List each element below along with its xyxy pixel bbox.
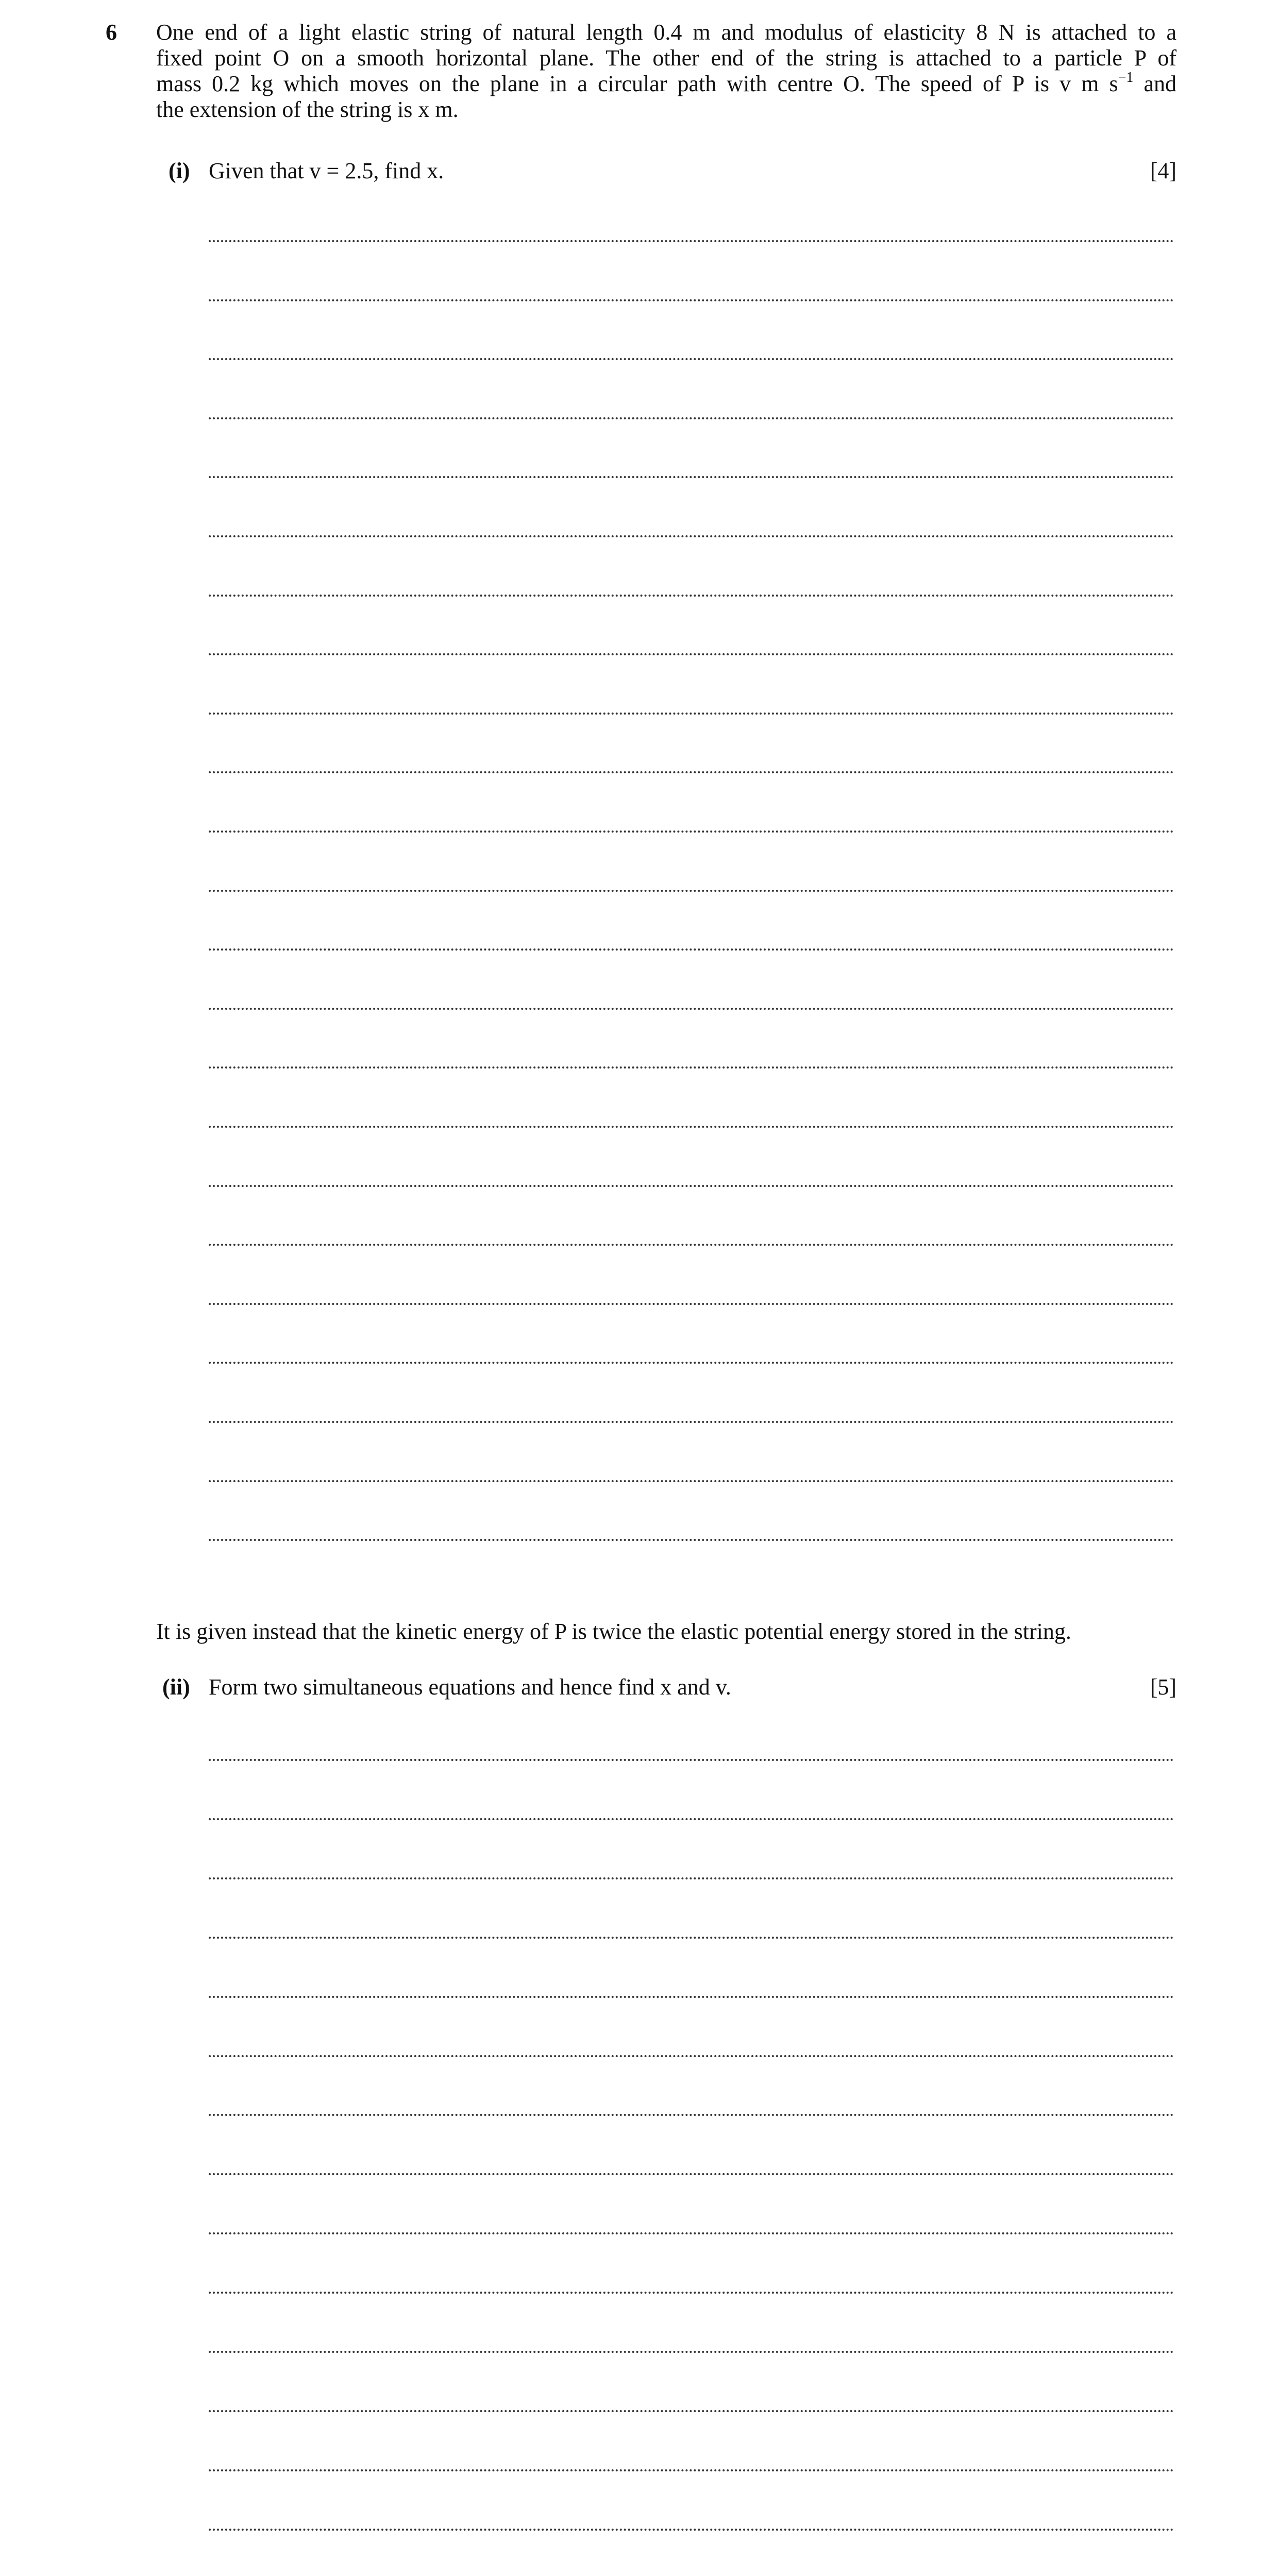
part-i-answer-line[interactable]: [209, 1185, 1174, 1187]
part-i-answer-line[interactable]: [209, 595, 1174, 597]
part-ii-answer-line[interactable]: [209, 2351, 1174, 2353]
part-ii-answer-line[interactable]: [209, 2055, 1174, 2057]
part-i-answer-line[interactable]: [209, 1066, 1174, 1069]
stem-line-2: fixed point O on a smooth horizontal plane. The other end of the string is attached to a particle P of: [156, 45, 1176, 71]
stem-superscript: −1: [1118, 70, 1134, 86]
part-i-answer-line[interactable]: [209, 1421, 1174, 1423]
stem-line-3: [156, 71, 1176, 97]
part-ii-answer-line[interactable]: [209, 2292, 1174, 2294]
part-i-answer-line[interactable]: [209, 240, 1174, 242]
part-ii-label: (ii): [162, 1674, 190, 1700]
part-ii-answer-line[interactable]: [209, 2469, 1174, 2471]
part-i-answer-line[interactable]: [209, 713, 1174, 715]
part-ii-answer-line[interactable]: [209, 2410, 1174, 2412]
stem-line-1: One end of a light elastic string of natural length 0.4 m and modulus of elasticity 8 N is attached to a: [156, 20, 1176, 45]
part-ii-answer-line[interactable]: [209, 1818, 1174, 1820]
part-i-answer-line[interactable]: [209, 299, 1174, 301]
part-i-answer-line[interactable]: [209, 1362, 1174, 1364]
part-i-marks: [4]: [1150, 158, 1176, 183]
part-ii-marks: [5]: [1150, 1674, 1176, 1700]
part-i-answer-line[interactable]: [209, 1008, 1174, 1010]
part-ii-answer-line[interactable]: [209, 1759, 1174, 1761]
part-i-answer-line[interactable]: [209, 1539, 1174, 1541]
question-number: 6: [106, 20, 117, 45]
part-i-answer-line[interactable]: [209, 476, 1174, 478]
part-i-answer-line[interactable]: [209, 653, 1174, 655]
part-ii-answer-line[interactable]: [209, 2232, 1174, 2234]
part-i-answer-line[interactable]: [209, 1303, 1174, 1305]
part-ii-answer-line[interactable]: [209, 2173, 1174, 2175]
part-i-answer-line[interactable]: [209, 417, 1174, 419]
part-i-label: (i): [169, 158, 190, 183]
stem-line-3-text: mass 0.2 kg which moves on the plane in a circular path with centre O. The speed of P is v m s: [156, 71, 1118, 96]
stem-line-4: the extension of the string is x m.: [156, 97, 459, 122]
part-ii-answer-line[interactable]: [209, 1937, 1174, 1939]
part-i-answer-line[interactable]: [209, 358, 1174, 360]
part-ii-answer-line[interactable]: [209, 1996, 1174, 1998]
part-ii-text: Form two simultaneous equations and hence find x and v.: [209, 1674, 731, 1700]
part-i-answer-line[interactable]: [209, 1480, 1174, 1482]
part-i-answer-line[interactable]: [209, 1244, 1174, 1246]
interlude-text: It is given instead that the kinetic energy of P is twice the elastic potential energy stored in the string.: [156, 1619, 1071, 1644]
part-i-text: Given that v = 2.5, find x.: [209, 158, 444, 183]
part-ii-answer-line[interactable]: [209, 2529, 1174, 2531]
part-ii-answer-line[interactable]: [209, 1877, 1174, 1879]
part-ii-answer-line[interactable]: [209, 2114, 1174, 2116]
part-i-answer-line[interactable]: [209, 948, 1174, 951]
question-stem: [156, 20, 1176, 123]
stem-line-3-tail: and: [1144, 71, 1176, 96]
part-i-answer-line[interactable]: [209, 831, 1174, 833]
part-i-answer-line[interactable]: [209, 535, 1174, 537]
part-i-answer-line[interactable]: [209, 771, 1174, 773]
part-i-answer-line[interactable]: [209, 890, 1174, 892]
part-i-answer-line[interactable]: [209, 1126, 1174, 1128]
